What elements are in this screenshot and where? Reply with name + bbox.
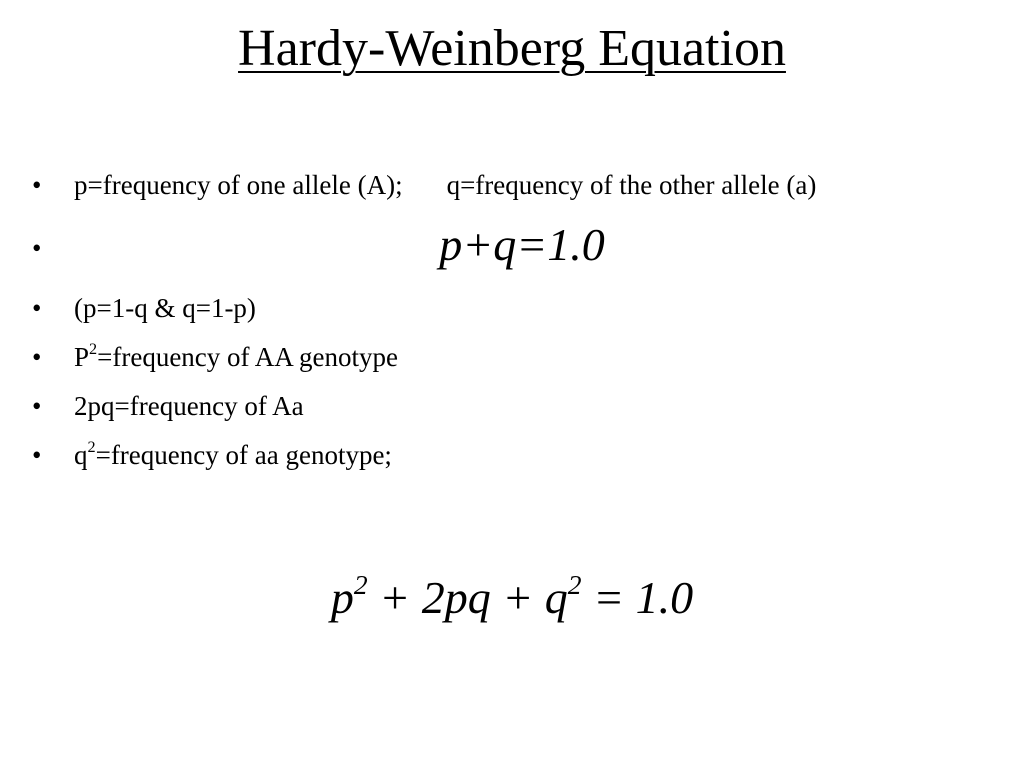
bullet-text-p-base: P bbox=[74, 342, 90, 372]
eq-p: p bbox=[330, 572, 354, 623]
bullet-aa-recessive bbox=[32, 438, 1012, 472]
superscript-2: 2 bbox=[89, 340, 98, 359]
eq-p-exponent: 2 bbox=[353, 568, 368, 600]
bullet-text-heterozygote: 2pq=frequency of Aa bbox=[74, 391, 304, 421]
eq-middle: + 2pq + bbox=[367, 572, 545, 623]
eq-q-exponent: 2 bbox=[567, 568, 582, 600]
bullet-aa-dominant bbox=[32, 340, 1012, 374]
bullet-dot: • bbox=[32, 342, 42, 372]
bullet-sum-equation bbox=[32, 217, 1012, 279]
bullet-allele-definitions bbox=[32, 168, 1012, 202]
bullet-heterozygote bbox=[32, 389, 1012, 423]
bullet-dot: • bbox=[32, 391, 42, 421]
bullet-text-p-definition: p=frequency of one allele (A); bbox=[74, 170, 403, 200]
bullet-text-q-definition: q=frequency of the other allele (a) bbox=[446, 170, 817, 200]
bullet-text-q-base: q bbox=[74, 440, 88, 470]
bullet-rearranged bbox=[32, 291, 1012, 325]
eq-end: = 1.0 bbox=[581, 572, 694, 623]
sum-equation: p+q=1.0 bbox=[439, 219, 605, 270]
slide-title: Hardy-Weinberg Equation bbox=[238, 20, 786, 77]
eq-q: q bbox=[544, 572, 568, 623]
bullet-text-rearranged: (p=1-q & q=1-p) bbox=[74, 293, 256, 323]
hardy-weinberg-equation bbox=[0, 568, 1024, 628]
superscript-2: 2 bbox=[87, 438, 96, 457]
bullet-dot: • bbox=[32, 233, 42, 263]
bullet-dot: • bbox=[32, 170, 42, 200]
bullet-dot: • bbox=[32, 293, 42, 323]
bullet-text-recessive-frequency: =frequency of aa genotype; bbox=[95, 440, 392, 470]
bullet-text-aa-frequency: =frequency of AA genotype bbox=[97, 342, 399, 372]
bullet-dot: • bbox=[32, 440, 42, 470]
bullet-list bbox=[32, 168, 1012, 487]
